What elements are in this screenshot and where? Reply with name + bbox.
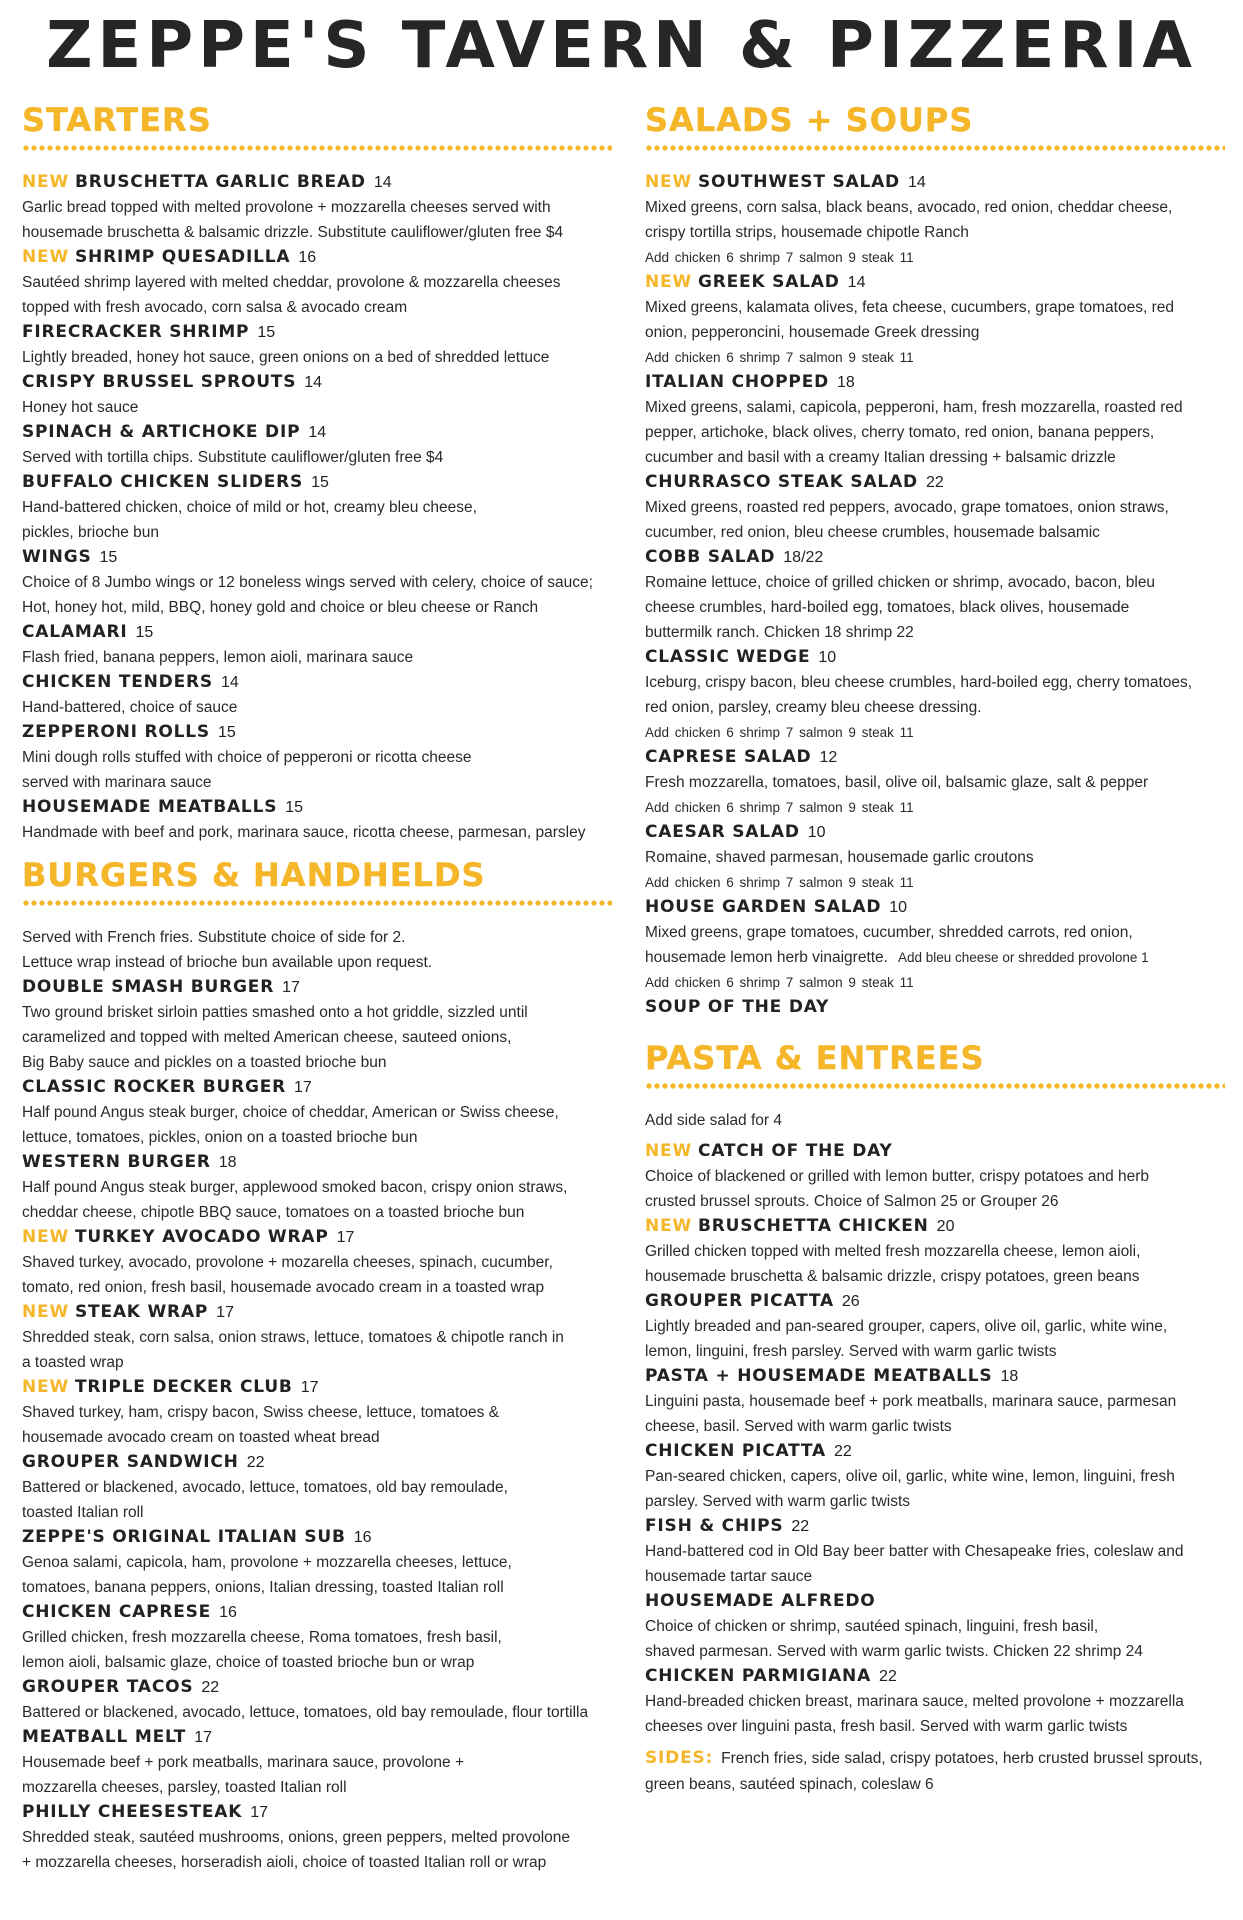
menu-item <box>645 370 1225 470</box>
item-name-row <box>22 1150 612 1175</box>
item-name: FISH & CHIPS <box>645 1516 784 1536</box>
menu-item <box>22 1450 612 1525</box>
item-name: HOUSEMADE MEATBALLS <box>22 797 278 817</box>
item-name-row <box>22 1375 612 1400</box>
item-name: ITALIAN CHOPPED <box>645 372 830 392</box>
item-description: pickles, brioche bun <box>22 524 159 541</box>
item-price: 18 <box>1000 1368 1019 1385</box>
item-price: 14 <box>308 424 327 441</box>
item-description: Romaine lettuce, choice of grilled chicken or shrimp, avocado, bacon, bleu <box>645 574 1156 591</box>
menu-item <box>22 370 612 420</box>
item-name-row <box>645 820 1225 845</box>
menu-item <box>22 320 612 370</box>
item-name-row <box>22 420 612 445</box>
menu-item <box>645 1214 1225 1289</box>
item-name-row <box>22 1450 612 1475</box>
menu-item <box>22 975 612 1075</box>
item-name-row <box>645 1439 1225 1464</box>
item-name: HOUSE GARDEN SALAD <box>645 897 882 917</box>
item-name: CALAMARI <box>22 622 128 642</box>
item-description: lettuce, tomatoes, pickles, onion on a toasted brioche bun <box>22 1129 418 1146</box>
item-description: Iceburg, crispy bacon, bleu cheese crumbles, hard-boiled egg, cherry tomatoes, <box>645 674 1193 691</box>
burgers-intro <box>22 925 612 975</box>
item-name: WESTERN BURGER <box>22 1152 211 1172</box>
item-price: 22 <box>925 474 944 491</box>
item-price: 17 <box>216 1304 234 1321</box>
new-badge: NEW <box>22 1377 69 1397</box>
item-name-row <box>22 795 612 820</box>
item-description: Pan-seared chicken, capers, olive oil, garlic, white wine, lemon, linguini, fresh <box>645 1468 1175 1485</box>
item-description: Lightly breaded and pan-seared grouper, capers, olive oil, garlic, white wine, <box>645 1318 1168 1335</box>
item-description: buttermilk ranch. Chicken 18 shrimp 22 <box>645 624 914 641</box>
item-price: 26 <box>841 1293 860 1310</box>
item-name-row <box>645 470 1225 495</box>
item-price: 17 <box>300 1379 319 1396</box>
item-name-row <box>645 370 1225 395</box>
item-description: Hand-battered cod in Old Bay beer batter with Chesapeake fries, coleslaw and <box>645 1543 1184 1560</box>
item-price: 15 <box>285 799 304 816</box>
item-price: 15 <box>135 624 154 641</box>
item-name-row <box>645 545 1225 570</box>
item-name: DOUBLE SMASH BURGER <box>22 977 275 997</box>
item-description: Half pound Angus steak burger, choice of cheddar, American or Swiss cheese, <box>22 1104 559 1121</box>
item-name-row <box>645 1139 1225 1164</box>
item-price: 12 <box>819 749 838 766</box>
item-name: SOUP OF THE DAY <box>645 997 830 1017</box>
item-description: cheeses over linguini pasta, fresh basil. Served with warm garlic twists <box>645 1718 1128 1735</box>
item-description: caramelized and topped with melted American cheese, sauteed onions, <box>22 1029 512 1046</box>
burgers-list <box>22 975 612 1875</box>
starters-section <box>22 100 612 845</box>
item-description: Mixed greens, corn salsa, black beans, avocado, red onion, cheddar cheese, <box>645 199 1173 216</box>
menu-item <box>645 1664 1225 1739</box>
item-description: Battered or blackened, avocado, lettuce, tomatoes, old bay remoulade, flour tortilla <box>22 1704 589 1721</box>
menu-item <box>22 1225 612 1300</box>
protein-addons: Add chicken 6 shrimp 7 salmon 9 steak 11 <box>645 250 914 265</box>
sides-text: green beans, sautéed spinach, coleslaw 6 <box>645 1776 934 1793</box>
item-description: Lightly breaded, honey hot sauce, green onions on a bed of shredded lettuce <box>22 349 550 366</box>
menu-item <box>645 545 1225 645</box>
salads-section <box>645 100 1225 1020</box>
item-name: CHICKEN CAPRESE <box>22 1602 212 1622</box>
item-name: TURKEY AVOCADO WRAP <box>75 1227 329 1247</box>
new-badge: NEW <box>22 247 69 267</box>
burgers-title: BURGERS & HANDHELDS <box>22 856 486 894</box>
item-description: Big Baby sauce and pickles on a toasted brioche bun <box>22 1054 387 1071</box>
menu-item <box>22 420 612 470</box>
item-description: parsley. Served with warm garlic twists <box>645 1493 911 1510</box>
menu-item <box>22 170 612 245</box>
menu-item <box>645 1439 1225 1514</box>
item-description: lemon, linguini, fresh parsley. Served with warm garlic twists <box>645 1343 1057 1360</box>
protein-addons: Add chicken 6 shrimp 7 salmon 9 steak 11 <box>645 350 914 365</box>
item-description: Fresh mozzarella, tomatoes, basil, olive oil, balsamic glaze, salt & pepper <box>645 774 1149 791</box>
item-price: 22 <box>833 1443 852 1460</box>
item-price: 20 <box>936 1218 955 1235</box>
item-description: Mixed greens, kalamata olives, feta cheese, cucumbers, grape tomatoes, red <box>645 299 1174 316</box>
section-intro-line: Lettuce wrap instead of brioche bun available upon request. <box>22 954 433 971</box>
item-name-row <box>645 895 1225 920</box>
item-description: Housemade beef + pork meatballs, marinara sauce, provolone + <box>22 1754 464 1771</box>
menu-item <box>645 470 1225 545</box>
pasta-section <box>645 1038 1225 1739</box>
item-description: a toasted wrap <box>22 1354 124 1371</box>
item-description: tomatoes, banana peppers, onions, Italian dressing, toasted Italian roll <box>22 1579 504 1596</box>
item-description: cheese, basil. Served with warm garlic twists <box>645 1418 952 1435</box>
item-description: Grilled chicken, fresh mozzarella cheese, Roma tomatoes, fresh basil, <box>22 1629 502 1646</box>
item-name: CLASSIC WEDGE <box>645 647 811 667</box>
item-name-row <box>22 1225 612 1250</box>
item-name: WINGS <box>22 547 92 567</box>
item-description: served with marinara sauce <box>22 774 212 791</box>
item-price: 15 <box>257 324 276 341</box>
new-badge: NEW <box>22 1302 69 1322</box>
item-price: 22 <box>879 1668 897 1685</box>
item-name: GREEK SALAD <box>698 272 840 292</box>
item-name: CATCH OF THE DAY <box>698 1141 893 1161</box>
menu-item <box>22 620 612 670</box>
left-column <box>22 100 612 1875</box>
menu-item <box>22 1600 612 1675</box>
new-badge: NEW <box>22 1227 69 1247</box>
item-description: mozzarella cheeses, parsley, toasted Italian roll <box>22 1779 347 1796</box>
menu-item <box>22 1525 612 1600</box>
item-name-row <box>22 245 612 270</box>
menu-item <box>645 820 1225 895</box>
new-badge: NEW <box>645 1141 692 1161</box>
item-price: 15 <box>99 549 118 566</box>
protein-addons: Add chicken 6 shrimp 7 salmon 9 steak 11 <box>645 875 914 890</box>
menu-item <box>22 1725 612 1800</box>
item-name: SPINACH & ARTICHOKE DIP <box>22 422 301 442</box>
item-description: Garlic bread topped with melted provolone + mozzarella cheeses served with <box>22 199 551 216</box>
item-description: topped with fresh avocado, corn salsa & avocado cream <box>22 299 408 316</box>
item-description: cheese crumbles, hard-boiled egg, tomatoes, black olives, housemade <box>645 599 1130 616</box>
item-description: housemade bruschetta & balsamic drizzle, crispy potatoes, green beans <box>645 1268 1140 1285</box>
item-description: Two ground brisket sirloin patties smashed onto a hot griddle, sizzled until <box>22 1004 528 1021</box>
item-name-row <box>22 670 612 695</box>
item-name: CLASSIC ROCKER BURGER <box>22 1077 287 1097</box>
item-description: Honey hot sauce <box>22 399 139 416</box>
item-description: Shaved turkey, avocado, provolone + mozarella cheeses, spinach, cucumber, <box>22 1254 553 1271</box>
item-description: Handmade with beef and pork, marinara sauce, ricotta cheese, parmesan, parsley <box>22 824 586 841</box>
item-name: ZEPPE'S ORIGINAL ITALIAN SUB <box>22 1527 346 1547</box>
item-name-row <box>22 975 612 1000</box>
item-name: GROUPER PICATTA <box>645 1291 834 1311</box>
item-price: 17 <box>250 1804 269 1821</box>
item-description: Romaine, shaved parmesan, housemade garlic croutons <box>645 849 1034 866</box>
item-name-row <box>22 1600 612 1625</box>
pasta-title: PASTA & ENTREES <box>645 1039 985 1077</box>
menu-item <box>22 245 612 320</box>
item-description: Flash fried, banana peppers, lemon aioli, marinara sauce <box>22 649 414 666</box>
item-price: 14 <box>847 274 866 291</box>
item-price: 16 <box>353 1529 372 1546</box>
item-price: 22 <box>201 1679 220 1696</box>
item-description: Shredded steak, sautéed mushrooms, onions, green peppers, melted provolone <box>22 1829 571 1846</box>
starters-list <box>22 170 612 845</box>
item-description: cucumber, red onion, bleu cheese crumbles, housemade balsamic <box>645 524 1100 541</box>
item-name-row <box>22 170 612 195</box>
item-name-row <box>22 1075 612 1100</box>
item-name: MEATBALL MELT <box>22 1727 187 1747</box>
menu-item <box>645 645 1225 745</box>
item-description: Hot, honey hot, mild, BBQ, honey gold and choice or bleu cheese or Ranch <box>22 599 539 616</box>
right-column <box>645 100 1225 1798</box>
new-badge: NEW <box>645 1216 692 1236</box>
item-name-row <box>645 745 1225 770</box>
item-price: 16 <box>219 1604 237 1621</box>
item-description-text: housemade lemon herb vinaigrette. <box>645 949 888 966</box>
item-description: Hand-battered chicken, choice of mild or hot, creamy bleu cheese, <box>22 499 477 516</box>
item-name: STEAK WRAP <box>75 1302 209 1322</box>
item-price: 22 <box>246 1454 265 1471</box>
menu-item <box>22 470 612 545</box>
menu-item <box>22 1300 612 1375</box>
menu-item <box>645 745 1225 820</box>
item-price: 10 <box>818 649 837 666</box>
item-description: cucumber and basil with a creamy Italian dressing + balsamic drizzle <box>645 449 1116 466</box>
item-price: 14 <box>220 674 239 691</box>
item-description: lemon aioli, balsamic glaze, choice of toasted brioche bun or wrap <box>22 1654 475 1671</box>
new-badge: NEW <box>645 172 692 192</box>
item-name-row <box>645 995 1225 1020</box>
item-name: BRUSCHETTA GARLIC BREAD <box>75 172 366 192</box>
item-name-row <box>22 720 612 745</box>
item-name-row <box>645 1364 1225 1389</box>
new-badge: NEW <box>22 172 69 192</box>
item-name: BUFFALO CHICKEN SLIDERS <box>22 472 304 492</box>
menu-item <box>645 995 1225 1020</box>
item-price: 17 <box>294 1079 312 1096</box>
menu-item <box>22 1375 612 1450</box>
item-name: CHICKEN PARMIGIANA <box>645 1666 872 1686</box>
item-description <box>645 945 1225 970</box>
item-description: Genoa salami, capicola, ham, provolone + mozzarella cheeses, lettuce, <box>22 1554 512 1571</box>
item-name-row <box>22 320 612 345</box>
item-name: GROUPER TACOS <box>22 1677 194 1697</box>
item-note: Add bleu cheese or shredded provolone 1 <box>897 950 1149 965</box>
item-description: Half pound Angus steak burger, applewood smoked bacon, crispy onion straws, <box>22 1179 568 1196</box>
item-name: CHICKEN TENDERS <box>22 672 213 692</box>
protein-addons: Add chicken 6 shrimp 7 salmon 9 steak 11 <box>645 725 914 740</box>
menu-item <box>22 795 612 845</box>
item-name: FIRECRACKER SHRIMP <box>22 322 250 342</box>
item-name-row <box>22 1525 612 1550</box>
item-name: CAESAR SALAD <box>645 822 800 842</box>
menu-item <box>645 270 1225 370</box>
item-name: PHILLY CHEESESTEAK <box>22 1802 243 1822</box>
item-name: COBB SALAD <box>645 547 776 567</box>
section-divider <box>645 1082 1225 1090</box>
menu-item <box>22 1800 612 1875</box>
item-name-row <box>645 1214 1225 1239</box>
sides-label: SIDES: <box>645 1748 714 1768</box>
item-description: Mixed greens, salami, capicola, pepperoni, ham, fresh mozzarella, roasted red <box>645 399 1183 416</box>
item-description: toasted Italian roll <box>22 1504 144 1521</box>
item-name-row <box>645 170 1225 195</box>
menu-item <box>645 1514 1225 1589</box>
pasta-intro <box>645 1108 1225 1133</box>
restaurant-title: ZEPPE'S TAVERN & PIZZERIA <box>46 9 1197 83</box>
item-description: Mixed greens, roasted red peppers, avocado, grape tomatoes, onion straws, <box>645 499 1169 516</box>
item-description: housemade avocado cream on toasted wheat bread <box>22 1429 380 1446</box>
item-name-row <box>645 270 1225 295</box>
section-intro-line: Served with French fries. Substitute choice of side for 2. <box>22 929 406 946</box>
starters-title: STARTERS <box>22 101 212 139</box>
menu-item <box>645 895 1225 995</box>
menu-item <box>645 1589 1225 1664</box>
item-description: Battered or blackened, avocado, lettuce, tomatoes, old bay remoulade, <box>22 1479 508 1496</box>
item-name-row <box>22 470 612 495</box>
item-name-row <box>22 1300 612 1325</box>
item-description: Hand-breaded chicken breast, marinara sauce, melted provolone + mozzarella <box>645 1693 1184 1710</box>
menu-item <box>22 670 612 720</box>
item-name: BRUSCHETTA CHICKEN <box>698 1216 929 1236</box>
item-description: housemade tartar sauce <box>645 1568 813 1585</box>
item-price: 14 <box>304 374 323 391</box>
menu-item <box>645 170 1225 270</box>
sides-section <box>645 1745 1225 1798</box>
item-description: Choice of chicken or shrimp, sautéed spinach, linguini, fresh basil, <box>645 1618 1099 1635</box>
menu-item <box>22 720 612 795</box>
menu-item <box>22 545 612 620</box>
item-name: CHICKEN PICATTA <box>645 1441 826 1461</box>
section-divider <box>645 144 1225 152</box>
menu-item <box>22 1075 612 1150</box>
item-name: ZEPPERONI ROLLS <box>22 722 210 742</box>
item-name: CRISPY BRUSSEL SPROUTS <box>22 372 297 392</box>
item-name-row <box>645 1289 1225 1314</box>
item-description: Grilled chicken topped with melted fresh mozzarella cheese, lemon aioli, <box>645 1243 1141 1260</box>
item-price: 16 <box>298 249 317 266</box>
item-description: Linguini pasta, housemade beef + pork meatballs, marinara sauce, parmesan <box>645 1393 1177 1410</box>
item-price: 18/22 <box>783 549 824 566</box>
item-description: pepper, artichoke, black olives, cherry tomato, red onion, banana peppers, <box>645 424 1155 441</box>
item-price: 14 <box>907 174 926 191</box>
item-name-row <box>22 545 612 570</box>
item-price: 22 <box>791 1518 810 1535</box>
item-name: SOUTHWEST SALAD <box>698 172 900 192</box>
item-name-row <box>645 1589 1225 1614</box>
item-name: TRIPLE DECKER CLUB <box>75 1377 293 1397</box>
item-price: 10 <box>889 899 908 916</box>
item-description: crusted brussel sprouts. Choice of Salmon 25 or Grouper 26 <box>645 1193 1059 1210</box>
menu-item <box>22 1150 612 1225</box>
item-description: shaved parmesan. Served with warm garlic twists. Chicken 22 shrimp 24 <box>645 1643 1143 1660</box>
pasta-list <box>645 1139 1225 1739</box>
item-description: onion, pepperoncini, housemade Greek dressing <box>645 324 980 341</box>
item-description: Choice of blackened or grilled with lemon butter, crispy potatoes and herb <box>645 1168 1150 1185</box>
item-name: PASTA + HOUSEMADE MEATBALLS <box>645 1366 993 1386</box>
item-price: 17 <box>194 1729 213 1746</box>
item-description: Shredded steak, corn salsa, onion straws, lettuce, tomatoes & chipotle ranch in <box>22 1329 564 1346</box>
item-price: 15 <box>217 724 236 741</box>
item-name: SHRIMP QUESADILLA <box>75 247 291 267</box>
menu-item <box>645 1364 1225 1439</box>
sides-text: French fries, side salad, crispy potatoes, herb crusted brussel sprouts, <box>721 1750 1203 1767</box>
salads-list <box>645 170 1225 1020</box>
item-description: red onion, parsley, creamy bleu cheese dressing. <box>645 699 982 716</box>
item-description: Mini dough rolls stuffed with choice of pepperoni or ricotta cheese <box>22 749 472 766</box>
item-name-row <box>22 1800 612 1825</box>
item-name-row <box>22 1725 612 1750</box>
item-price: 17 <box>282 979 300 996</box>
protein-addons: Add chicken 6 shrimp 7 salmon 9 steak 11 <box>645 975 914 990</box>
item-description: Hand-battered, choice of sauce <box>22 699 238 716</box>
sides-line <box>645 1745 1225 1772</box>
menu-item <box>645 1139 1225 1214</box>
new-badge: NEW <box>645 272 692 292</box>
item-description: Choice of 8 Jumbo wings or 12 boneless wings served with celery, choice of sauce; <box>22 574 593 591</box>
item-name-row <box>22 370 612 395</box>
section-divider <box>22 899 612 907</box>
section-intro-line: Add side salad for 4 <box>645 1112 783 1129</box>
item-name: GROUPER SANDWICH <box>22 1452 239 1472</box>
item-description: Sautéed shrimp layered with melted cheddar, provolone & mozzarella cheeses <box>22 274 561 291</box>
item-price: 10 <box>807 824 826 841</box>
item-price: 18 <box>837 374 855 391</box>
item-description: crispy tortilla strips, housemade chipotle Ranch <box>645 224 969 241</box>
item-name-row <box>22 1675 612 1700</box>
item-price: 15 <box>311 474 329 491</box>
item-price: 17 <box>336 1229 355 1246</box>
item-description: + mozzarella cheeses, horseradish aioli, choice of toasted Italian roll or wrap <box>22 1854 547 1871</box>
item-name: CHURRASCO STEAK SALAD <box>645 472 918 492</box>
item-name-row <box>645 645 1225 670</box>
salads-title: SALADS + SOUPS <box>645 101 974 139</box>
menu-item <box>22 1675 612 1725</box>
item-price: 14 <box>373 174 392 191</box>
item-name: CAPRESE SALAD <box>645 747 812 767</box>
item-description: cheddar cheese, chipotle BBQ sauce, tomatoes on a toasted brioche bun <box>22 1204 525 1221</box>
section-divider <box>22 144 612 152</box>
item-name-row <box>22 620 612 645</box>
item-name-row <box>645 1514 1225 1539</box>
protein-addons: Add chicken 6 shrimp 7 salmon 9 steak 11 <box>645 800 914 815</box>
burgers-section <box>22 855 612 1875</box>
item-description: Served with tortilla chips. Substitute cauliflower/gluten free $4 <box>22 449 444 466</box>
item-description: tomato, red onion, fresh basil, housemade avocado cream in a toasted wrap <box>22 1279 545 1296</box>
item-name: HOUSEMADE ALFREDO <box>645 1591 876 1611</box>
item-price: 18 <box>218 1154 237 1171</box>
item-description: Shaved turkey, ham, crispy bacon, Swiss cheese, lettuce, tomatoes & <box>22 1404 499 1421</box>
item-description: Mixed greens, grape tomatoes, cucumber, shredded carrots, red onion, <box>645 924 1133 941</box>
item-name-row <box>645 1664 1225 1689</box>
menu-item <box>645 1289 1225 1364</box>
item-description: housemade bruschetta & balsamic drizzle. Substitute cauliflower/gluten free $4 <box>22 224 564 241</box>
